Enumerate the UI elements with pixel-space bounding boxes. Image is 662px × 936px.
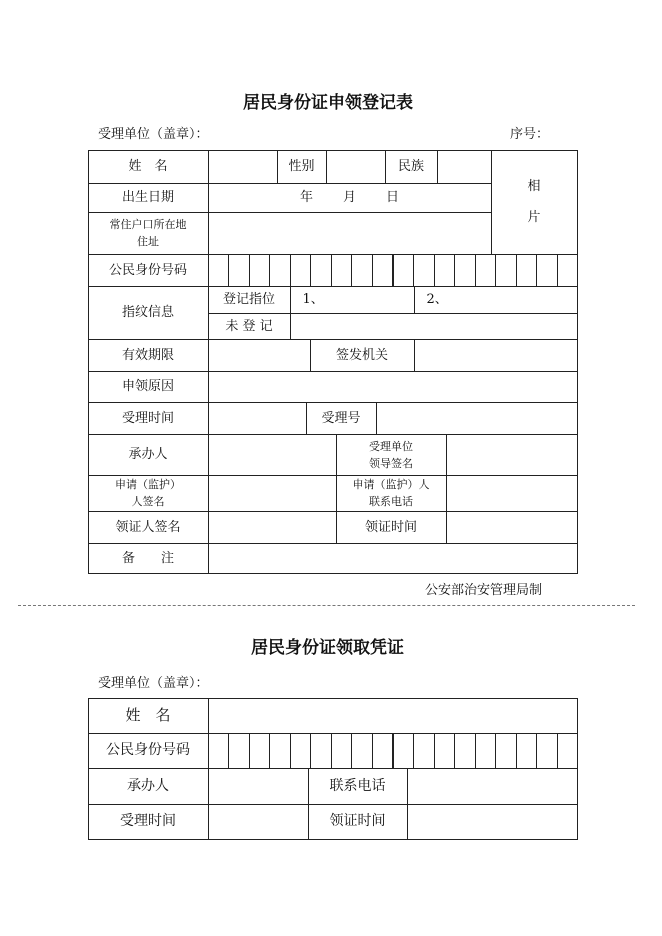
id-digit-box[interactable] xyxy=(475,733,497,769)
address-label xyxy=(88,212,209,255)
address-field[interactable] xyxy=(208,212,492,255)
applicant-phone-line2: 联系电话 xyxy=(369,495,413,508)
id-number-label: 公民身份号码 xyxy=(88,254,209,287)
handler-field[interactable] xyxy=(208,434,337,476)
id-digit-box[interactable] xyxy=(290,254,312,287)
issuing-authority-label: 签发机关 xyxy=(310,339,415,372)
form1-unit-label: 受理单位（盖章）： xyxy=(98,127,209,142)
id-digit-box[interactable] xyxy=(557,733,579,769)
id-digit-box[interactable] xyxy=(208,254,230,287)
not-registered-label: 未 登 记 xyxy=(208,313,291,340)
cut-line-divider xyxy=(18,605,635,606)
month-label: 月 xyxy=(342,190,356,205)
accept-number-label: 受理号 xyxy=(306,402,377,435)
receive-time-label: 领证时间 xyxy=(336,511,447,544)
receipt-receive-time-field[interactable] xyxy=(407,804,578,840)
id-digit-box[interactable] xyxy=(413,254,435,287)
applicant-sign-line2: 人签名 xyxy=(131,495,165,508)
reason-label: 申领原因 xyxy=(88,371,209,403)
id-digit-box[interactable] xyxy=(372,254,394,287)
id-digit-box[interactable] xyxy=(393,254,415,287)
birth-date-label: 出生日期 xyxy=(88,183,209,213)
id-digit-box[interactable] xyxy=(475,254,497,287)
id-digit-box[interactable] xyxy=(269,254,291,287)
id-digit-box[interactable] xyxy=(228,733,250,769)
form1-title: 居民身份证申领登记表 xyxy=(243,93,413,113)
id-digit-box[interactable] xyxy=(290,733,312,769)
id-digit-box[interactable] xyxy=(372,733,394,769)
leader-sign-line2: 领导签名 xyxy=(369,456,413,470)
id-digit-box[interactable] xyxy=(454,733,476,769)
leader-sign-field[interactable] xyxy=(446,434,578,476)
id-digit-box[interactable] xyxy=(434,254,456,287)
issuer-footer: 公安部治安管理局制 xyxy=(425,583,543,598)
handler-label: 承办人 xyxy=(88,434,209,476)
form2-unit-label: 受理单位（盖章）： xyxy=(98,676,209,691)
id-digit-box[interactable] xyxy=(557,254,579,287)
id-digit-box[interactable] xyxy=(249,733,271,769)
id-digit-box[interactable] xyxy=(495,254,517,287)
receipt-receive-time-label: 领证时间 xyxy=(308,804,408,840)
receiver-sign-field[interactable] xyxy=(208,511,337,544)
applicant-phone-label xyxy=(336,475,447,512)
fingerprint-label: 指纹信息 xyxy=(88,286,209,340)
accept-number-field[interactable] xyxy=(376,402,578,435)
id-digit-box[interactable] xyxy=(208,733,230,769)
applicant-phone-line1: 申请（监护）人 xyxy=(352,478,430,491)
receipt-handler-field[interactable] xyxy=(208,768,309,805)
not-registered-field[interactable] xyxy=(290,313,578,340)
finger-1-field[interactable]: 1、 xyxy=(290,286,415,314)
validity-label: 有效期限 xyxy=(88,339,209,372)
address-label-line1: 常住户口所在地 xyxy=(109,218,187,231)
gender-label: 性别 xyxy=(277,150,327,184)
birth-date-field[interactable] xyxy=(208,183,492,213)
applicant-sign-field[interactable] xyxy=(208,475,337,512)
id-digit-box[interactable] xyxy=(454,254,476,287)
day-label: 日 xyxy=(386,190,400,205)
id-digit-box[interactable] xyxy=(331,254,353,287)
receipt-accept-time-field[interactable] xyxy=(208,804,309,840)
receive-time-field[interactable] xyxy=(446,511,578,544)
ethnicity-field[interactable] xyxy=(437,150,492,184)
accept-time-field[interactable] xyxy=(208,402,307,435)
reason-field[interactable] xyxy=(208,371,578,403)
address-label-line2: 住址 xyxy=(137,235,159,248)
id-digit-box[interactable] xyxy=(516,254,538,287)
receipt-phone-label: 联系电话 xyxy=(308,768,408,805)
applicant-sign-label xyxy=(88,475,209,512)
form2-title: 居民身份证领取凭证 xyxy=(251,638,404,658)
photo-label-1: 相 xyxy=(527,179,541,194)
id-digit-box[interactable] xyxy=(434,733,456,769)
id-digit-box[interactable] xyxy=(536,733,558,769)
leader-sign-label xyxy=(336,434,447,476)
id-digit-box[interactable] xyxy=(516,733,538,769)
validity-field[interactable] xyxy=(208,339,311,372)
receipt-name-label: 姓 名 xyxy=(88,698,209,734)
finger-2-field[interactable]: 2、 xyxy=(414,286,578,314)
form1-serial-label: 序号： xyxy=(510,127,550,142)
applicant-phone-field[interactable] xyxy=(446,475,578,512)
id-digit-box[interactable] xyxy=(249,254,271,287)
id-digit-box[interactable] xyxy=(351,733,373,769)
receiver-sign-label: 领证人签名 xyxy=(88,511,209,544)
id-digit-box[interactable] xyxy=(495,733,517,769)
id-digit-box[interactable] xyxy=(413,733,435,769)
id-digit-box[interactable] xyxy=(536,254,558,287)
name-label: 姓 名 xyxy=(88,150,209,184)
year-label: 年 xyxy=(299,190,313,205)
receipt-accept-time-label: 受理时间 xyxy=(88,804,209,840)
id-digit-box[interactable] xyxy=(269,733,291,769)
gender-field[interactable] xyxy=(326,150,386,184)
id-digit-box[interactable] xyxy=(393,733,415,769)
remarks-field[interactable] xyxy=(208,543,578,574)
leader-sign-line1: 受理单位 xyxy=(369,439,413,453)
registered-finger-label: 登记指位 xyxy=(208,286,291,314)
receipt-phone-field[interactable] xyxy=(407,768,578,805)
remarks-label: 备 注 xyxy=(88,543,209,574)
receipt-handler-label: 承办人 xyxy=(88,768,209,805)
id-digit-box[interactable] xyxy=(228,254,250,287)
photo-box xyxy=(491,150,578,255)
id-digit-box[interactable] xyxy=(331,733,353,769)
id-digit-box[interactable] xyxy=(351,254,373,287)
receipt-name-field[interactable] xyxy=(208,698,578,734)
ethnicity-label: 民族 xyxy=(385,150,438,184)
accept-time-label: 受理时间 xyxy=(88,402,209,435)
applicant-sign-line1: 申请（监护） xyxy=(115,478,181,491)
id-digit-box[interactable] xyxy=(310,254,332,287)
id-digit-box[interactable] xyxy=(310,733,332,769)
issuing-authority-field[interactable] xyxy=(414,339,578,372)
receipt-id-number-label: 公民身份号码 xyxy=(88,733,209,769)
name-field[interactable] xyxy=(208,150,278,184)
photo-label-2: 片 xyxy=(527,210,541,225)
